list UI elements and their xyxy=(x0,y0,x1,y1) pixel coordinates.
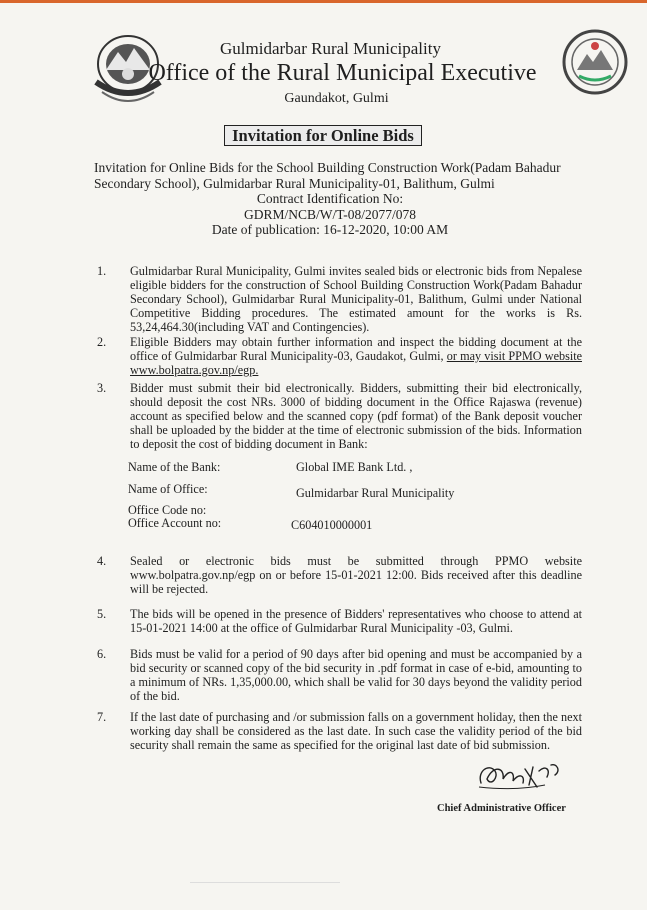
list-item xyxy=(97,607,582,635)
item-text: Gulmidarbar Rural Municipality, Gulmi invites sealed bids or electronic bids from Nepalese eligible bidders for the construction of School Building Construction Work(Padam Bahadur Secondary School), Gulmidarbar Rural Municipality-01, Balithum, Gulmi under National Competitive Bidding procedures. The estimated amount for the works is Rs. 53,24,464.30(including VAT and Contingencies). xyxy=(130,264,582,334)
item-number: 3. xyxy=(97,381,107,395)
office-address: Gaundakot, Gulmi xyxy=(284,91,389,106)
office-code-label: Office Code no: xyxy=(128,503,207,517)
item-text: Bids must be valid for a period of 90 days after bid opening and must be accompanied by a bid security or scanned copy of the bid security in .pdf format in case of e-bid, amounting to a minimum of NRs. 1,35,000.00, which shall be valid for 30 days beyond the validity period of the bid. xyxy=(130,647,582,703)
notice-title: Invitation for Online Bids xyxy=(224,125,422,146)
item-number: 2. xyxy=(97,335,107,349)
list-item xyxy=(97,381,582,451)
bank-name-value: Global IME Bank Ltd. , xyxy=(296,460,413,474)
handwritten-signature-icon xyxy=(475,757,565,793)
intro-block xyxy=(94,160,566,238)
office-account-label: Office Account no: xyxy=(128,516,222,530)
item-text: Sealed or electronic bids must be submitted through PPMO website www.bolpatra.gov.np/egp on or before 15-01-2021 12:00. Bids received after this deadline will be rejected. xyxy=(130,554,582,596)
item-number: 5. xyxy=(97,607,107,621)
item-text: Eligible Bidders may obtain further information and inspect the bidding document at the office of Gulmidarbar Rural Municipality-03, Gaudakot, Gulmi, xyxy=(130,335,582,363)
designation: Chief Administrative Officer xyxy=(437,803,566,814)
office-name-label: Name of Office: xyxy=(128,482,208,496)
item-number: 4. xyxy=(97,554,107,568)
item-number: 1. xyxy=(97,264,107,278)
footer-divider xyxy=(190,882,340,883)
office-name: Office of the Rural Municipal Executive xyxy=(148,60,537,86)
item-text: If the last date of purchasing and /or submission falls on a government holiday, then the next working day shall be considered as the last date. In such case the validity period of the bid security shall remain the same as specified for the original last date of bid submission. xyxy=(130,710,582,752)
office-account-value: C604010000001 xyxy=(291,518,373,532)
list-item xyxy=(97,264,582,334)
contract-id-value: GDRM/NCB/W/T-08/2077/078 xyxy=(243,206,416,222)
item-text: Bidder must submit their bid electronically. Bidders, submitting their bid electronically, should deposit the cost NRs. 3000 of bidding document in the Office Rajaswa (revenue) account as specified below and the scanned copy (pdf format) of the Bank deposit voucher shall be uploaded by the bidder at the time of electronic submission of the bids. Information to deposit the cost of bidding document in Bank: xyxy=(130,381,582,451)
item-text: The bids will be opened in the presence of Bidders' representatives who choose to attend at 15-01-2021 14:00 at the office of Gulmidarbar Rural Municipality -03, Gulmi. xyxy=(130,607,582,635)
top-border-line xyxy=(0,0,647,3)
intro-subject: Invitation for Online Bids for the School Building Construction Work(Padam Bahadur Secondary School), Gulmidarbar Rural Municipality-01, Balithum, Gulmi xyxy=(94,160,561,191)
contract-id-label: Contract Identification No: xyxy=(256,191,404,206)
item-number: 7. xyxy=(97,710,107,724)
list-item xyxy=(97,647,582,703)
organization-name: Gulmidarbar Rural Municipality xyxy=(220,39,441,58)
publication-date: Date of publication: 16-12-2020, 10:00 AM xyxy=(211,222,449,237)
item-number: 6. xyxy=(97,647,107,661)
office-name-value: Gulmidarbar Rural Municipality xyxy=(296,486,455,500)
item-text-block xyxy=(130,335,582,377)
bank-name-label: Name of the Bank: xyxy=(128,460,221,474)
list-item xyxy=(97,710,582,752)
ppmo-website-link[interactable]: or may visit PPMO website www.bolpatra.gov.np/egp. xyxy=(130,349,582,377)
list-item xyxy=(97,554,582,596)
list-item xyxy=(97,335,582,377)
